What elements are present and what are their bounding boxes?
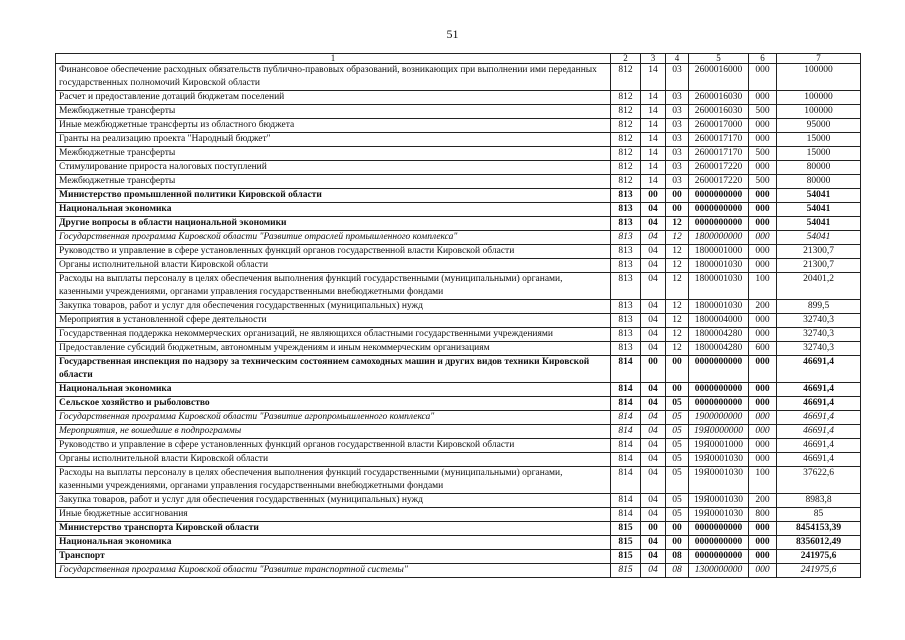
- cell-ministry-code: 815: [611, 522, 641, 536]
- table-row: [56, 133, 861, 147]
- table-row: [56, 105, 861, 119]
- cell-amount: 21300,7: [777, 259, 861, 273]
- cell-subsection: 03: [666, 91, 689, 105]
- cell-description: Расходы на выплаты персоналу в целях обеспечения выполнения функций государственными (муниципальными) органами, казенными учреждениями, органами управления государственными внебюджетными фондами: [56, 467, 611, 494]
- cell-description: Руководство и управление в сфере установленных функций органов государственной власти Кировской области: [56, 245, 611, 259]
- cell-amount: 46691,4: [777, 411, 861, 425]
- cell-subsection: 03: [666, 64, 689, 91]
- cell-expense-type: 000: [749, 231, 777, 245]
- cell-target-article: 2600017220: [689, 161, 749, 175]
- cell-amount: 46691,4: [777, 356, 861, 383]
- cell-amount: 85: [777, 508, 861, 522]
- cell-section: 04: [641, 467, 666, 494]
- cell-ministry-code: 815: [611, 564, 641, 578]
- cell-amount: 8356012,49: [777, 536, 861, 550]
- cell-description: Межбюджетные трансферты: [56, 175, 611, 189]
- cell-subsection: 03: [666, 105, 689, 119]
- cell-ministry-code: 813: [611, 189, 641, 203]
- cell-expense-type: 000: [749, 328, 777, 342]
- cell-subsection: 08: [666, 564, 689, 578]
- cell-amount: 32740,3: [777, 342, 861, 356]
- cell-target-article: 19Я0001030: [689, 467, 749, 494]
- cell-expense-type: 000: [749, 203, 777, 217]
- table-row: [56, 161, 861, 175]
- cell-description: Стимулирование прироста налоговых поступлений: [56, 161, 611, 175]
- cell-section: 14: [641, 175, 666, 189]
- cell-target-article: 19Я0000000: [689, 425, 749, 439]
- cell-description: Предоставление субсидий бюджетным, автономным учреждениям и иным некоммерческим организациям: [56, 342, 611, 356]
- cell-amount: 100000: [777, 91, 861, 105]
- cell-subsection: 05: [666, 411, 689, 425]
- cell-expense-type: 000: [749, 133, 777, 147]
- table-row: [56, 91, 861, 105]
- cell-target-article: 1800001030: [689, 300, 749, 314]
- cell-amount: 241975,6: [777, 550, 861, 564]
- cell-amount: 15000: [777, 133, 861, 147]
- cell-section: 04: [641, 328, 666, 342]
- cell-description: Государственная программа Кировской области "Развитие отраслей промышленного комплекса": [56, 231, 611, 245]
- cell-description: Иные бюджетные ассигнования: [56, 508, 611, 522]
- cell-subsection: 00: [666, 203, 689, 217]
- cell-ministry-code: 813: [611, 300, 641, 314]
- cell-section: 04: [641, 203, 666, 217]
- cell-description: Органы исполнительной власти Кировской области: [56, 259, 611, 273]
- cell-amount: 46691,4: [777, 425, 861, 439]
- cell-target-article: 2600017170: [689, 133, 749, 147]
- cell-target-article: 2600017000: [689, 119, 749, 133]
- cell-section: 04: [641, 453, 666, 467]
- cell-description: Гранты на реализацию проекта "Народный бюджет": [56, 133, 611, 147]
- cell-subsection: 12: [666, 273, 689, 300]
- cell-ministry-code: 813: [611, 259, 641, 273]
- cell-amount: 241975,6: [777, 564, 861, 578]
- header-col-3: 3: [641, 54, 666, 64]
- cell-description: Органы исполнительной власти Кировской области: [56, 453, 611, 467]
- cell-subsection: 00: [666, 356, 689, 383]
- table-row: [56, 467, 861, 494]
- cell-description: Транспорт: [56, 550, 611, 564]
- table-row: [56, 328, 861, 342]
- cell-target-article: 19Я0001030: [689, 453, 749, 467]
- cell-expense-type: 000: [749, 314, 777, 328]
- cell-section: 00: [641, 522, 666, 536]
- cell-target-article: 2600016030: [689, 91, 749, 105]
- cell-expense-type: 000: [749, 397, 777, 411]
- cell-ministry-code: 812: [611, 119, 641, 133]
- cell-section: 14: [641, 133, 666, 147]
- cell-target-article: 1300000000: [689, 564, 749, 578]
- cell-target-article: 0000000000: [689, 189, 749, 203]
- cell-amount: 80000: [777, 175, 861, 189]
- cell-description: Финансовое обеспечение расходных обязательств публично-правовых образований, возникающих при выполнении ими переданных государственных полномочий Кировской области: [56, 64, 611, 91]
- cell-expense-type: 000: [749, 439, 777, 453]
- table-row: [56, 494, 861, 508]
- table-row: [56, 550, 861, 564]
- cell-target-article: 0000000000: [689, 397, 749, 411]
- cell-section: 14: [641, 91, 666, 105]
- table-row: [56, 411, 861, 425]
- table-row: [56, 314, 861, 328]
- cell-section: 04: [641, 300, 666, 314]
- cell-section: 14: [641, 119, 666, 133]
- cell-section: 04: [641, 273, 666, 300]
- table-row: [56, 425, 861, 439]
- cell-amount: 21300,7: [777, 245, 861, 259]
- cell-ministry-code: 813: [611, 203, 641, 217]
- cell-target-article: 1800004000: [689, 314, 749, 328]
- cell-section: 14: [641, 105, 666, 119]
- cell-subsection: 00: [666, 189, 689, 203]
- cell-ministry-code: 814: [611, 467, 641, 494]
- cell-expense-type: 000: [749, 411, 777, 425]
- cell-subsection: 12: [666, 259, 689, 273]
- cell-description: Расчет и предоставление дотаций бюджетам поселений: [56, 91, 611, 105]
- cell-section: 04: [641, 411, 666, 425]
- cell-section: 14: [641, 64, 666, 91]
- cell-description: Мероприятия в установленной сфере деятельности: [56, 314, 611, 328]
- cell-expense-type: 000: [749, 425, 777, 439]
- cell-ministry-code: 812: [611, 105, 641, 119]
- table-row: [56, 356, 861, 383]
- cell-expense-type: 000: [749, 259, 777, 273]
- cell-section: 14: [641, 147, 666, 161]
- cell-expense-type: 000: [749, 356, 777, 383]
- cell-amount: 8983,8: [777, 494, 861, 508]
- cell-target-article: 19Я0001030: [689, 494, 749, 508]
- cell-description: Министерство транспорта Кировской области: [56, 522, 611, 536]
- cell-section: 04: [641, 564, 666, 578]
- table-row: [56, 536, 861, 550]
- cell-description: Национальная экономика: [56, 536, 611, 550]
- table-row: [56, 273, 861, 300]
- cell-expense-type: 500: [749, 147, 777, 161]
- cell-description: Закупка товаров, работ и услуг для обеспечения государственных (муниципальных) нужд: [56, 494, 611, 508]
- table-row: [56, 300, 861, 314]
- cell-ministry-code: 814: [611, 425, 641, 439]
- cell-section: 04: [641, 550, 666, 564]
- table-row: [56, 147, 861, 161]
- cell-expense-type: 000: [749, 217, 777, 231]
- cell-target-article: 2600016030: [689, 105, 749, 119]
- table-row: [56, 175, 861, 189]
- cell-description: Министерство промышленной политики Кировской области: [56, 189, 611, 203]
- cell-subsection: 05: [666, 494, 689, 508]
- cell-expense-type: 200: [749, 494, 777, 508]
- table-row: [56, 564, 861, 578]
- cell-subsection: 00: [666, 536, 689, 550]
- cell-ministry-code: 812: [611, 133, 641, 147]
- cell-ministry-code: 812: [611, 175, 641, 189]
- cell-section: 04: [641, 217, 666, 231]
- cell-subsection: 12: [666, 300, 689, 314]
- cell-description: Государственная инспекция по надзору за техническим состоянием самоходных машин и других видов техники Кировской области: [56, 356, 611, 383]
- cell-expense-type: 200: [749, 300, 777, 314]
- cell-amount: 54041: [777, 231, 861, 245]
- cell-ministry-code: 812: [611, 64, 641, 91]
- cell-section: 00: [641, 356, 666, 383]
- cell-subsection: 00: [666, 383, 689, 397]
- cell-target-article: 19Я0001030: [689, 508, 749, 522]
- table-header: [56, 54, 861, 64]
- cell-section: 00: [641, 189, 666, 203]
- header-col-6: 6: [749, 54, 777, 64]
- cell-expense-type: 100: [749, 273, 777, 300]
- cell-ministry-code: 814: [611, 494, 641, 508]
- cell-description: Национальная экономика: [56, 203, 611, 217]
- cell-amount: 46691,4: [777, 397, 861, 411]
- cell-ministry-code: 814: [611, 453, 641, 467]
- cell-subsection: 05: [666, 508, 689, 522]
- table-row: [56, 342, 861, 356]
- cell-target-article: 0000000000: [689, 217, 749, 231]
- cell-ministry-code: 814: [611, 383, 641, 397]
- cell-amount: 20401,2: [777, 273, 861, 300]
- cell-target-article: 0000000000: [689, 383, 749, 397]
- cell-target-article: 1800001030: [689, 259, 749, 273]
- cell-amount: 46691,4: [777, 439, 861, 453]
- cell-subsection: 05: [666, 439, 689, 453]
- cell-target-article: 0000000000: [689, 203, 749, 217]
- cell-description: Государственная программа Кировской области "Развитие транспортной системы": [56, 564, 611, 578]
- cell-description: Мероприятия, не вошедшие в подпрограммы: [56, 425, 611, 439]
- cell-description: Государственная поддержка некоммерческих организаций, не являющихся областными государственными учреждениями: [56, 328, 611, 342]
- cell-description: Другие вопросы в области национальной экономики: [56, 217, 611, 231]
- table-row: [56, 217, 861, 231]
- cell-target-article: 2600017220: [689, 175, 749, 189]
- cell-description: Руководство и управление в сфере установленных функций органов государственной власти Кировской области: [56, 439, 611, 453]
- cell-expense-type: 000: [749, 383, 777, 397]
- table-row: [56, 508, 861, 522]
- cell-ministry-code: 813: [611, 273, 641, 300]
- cell-subsection: 05: [666, 425, 689, 439]
- cell-amount: 46691,4: [777, 383, 861, 397]
- cell-section: 04: [641, 508, 666, 522]
- table-row: [56, 231, 861, 245]
- cell-section: 04: [641, 383, 666, 397]
- table-row: [56, 397, 861, 411]
- cell-amount: 54041: [777, 203, 861, 217]
- cell-target-article: 0000000000: [689, 550, 749, 564]
- cell-ministry-code: 814: [611, 508, 641, 522]
- cell-expense-type: 000: [749, 64, 777, 91]
- cell-target-article: 1900000000: [689, 411, 749, 425]
- cell-subsection: 05: [666, 397, 689, 411]
- cell-expense-type: 000: [749, 189, 777, 203]
- cell-subsection: 05: [666, 467, 689, 494]
- cell-target-article: 0000000000: [689, 536, 749, 550]
- cell-amount: 8454153,39: [777, 522, 861, 536]
- cell-expense-type: 000: [749, 536, 777, 550]
- cell-amount: 80000: [777, 161, 861, 175]
- cell-expense-type: 600: [749, 342, 777, 356]
- cell-expense-type: 000: [749, 91, 777, 105]
- cell-target-article: 1800001000: [689, 245, 749, 259]
- cell-section: 04: [641, 439, 666, 453]
- cell-expense-type: 000: [749, 564, 777, 578]
- table-row: [56, 64, 861, 91]
- header-col-7: 7: [777, 54, 861, 64]
- cell-ministry-code: 815: [611, 550, 641, 564]
- cell-subsection: 12: [666, 328, 689, 342]
- cell-expense-type: 000: [749, 161, 777, 175]
- cell-section: 04: [641, 259, 666, 273]
- cell-amount: 46691,4: [777, 453, 861, 467]
- cell-section: 14: [641, 161, 666, 175]
- cell-section: 04: [641, 231, 666, 245]
- cell-amount: 54041: [777, 189, 861, 203]
- table-row: [56, 203, 861, 217]
- table-row: [56, 383, 861, 397]
- page-number: 51: [446, 27, 459, 41]
- cell-subsection: 12: [666, 231, 689, 245]
- table-row: [56, 259, 861, 273]
- cell-ministry-code: 812: [611, 91, 641, 105]
- cell-amount: 15000: [777, 147, 861, 161]
- cell-section: 04: [641, 245, 666, 259]
- cell-expense-type: 000: [749, 550, 777, 564]
- table-row: [56, 245, 861, 259]
- cell-target-article: 1800004280: [689, 342, 749, 356]
- table-row: [56, 522, 861, 536]
- cell-amount: 32740,3: [777, 314, 861, 328]
- budget-table: [55, 53, 861, 578]
- cell-description: Межбюджетные трансферты: [56, 147, 611, 161]
- cell-ministry-code: 812: [611, 161, 641, 175]
- cell-expense-type: 000: [749, 522, 777, 536]
- table-body: [56, 64, 861, 578]
- cell-subsection: 12: [666, 245, 689, 259]
- cell-amount: 100000: [777, 105, 861, 119]
- cell-expense-type: 500: [749, 105, 777, 119]
- cell-amount: 54041: [777, 217, 861, 231]
- cell-amount: 100000: [777, 64, 861, 91]
- cell-target-article: 0000000000: [689, 356, 749, 383]
- cell-subsection: 03: [666, 175, 689, 189]
- cell-ministry-code: 813: [611, 217, 641, 231]
- header-row: [56, 54, 861, 64]
- cell-amount: 32740,3: [777, 328, 861, 342]
- cell-ministry-code: 813: [611, 245, 641, 259]
- cell-ministry-code: 813: [611, 314, 641, 328]
- cell-ministry-code: 812: [611, 147, 641, 161]
- cell-ministry-code: 814: [611, 397, 641, 411]
- cell-amount: 95000: [777, 119, 861, 133]
- cell-subsection: 03: [666, 161, 689, 175]
- cell-target-article: 1800004280: [689, 328, 749, 342]
- cell-target-article: 2600017170: [689, 147, 749, 161]
- header-col-2: 2: [611, 54, 641, 64]
- cell-subsection: 03: [666, 133, 689, 147]
- cell-target-article: 19Я0001000: [689, 439, 749, 453]
- cell-section: 04: [641, 397, 666, 411]
- header-col-4: 4: [666, 54, 689, 64]
- cell-ministry-code: 814: [611, 439, 641, 453]
- header-col-5: 5: [689, 54, 749, 64]
- cell-expense-type: 500: [749, 175, 777, 189]
- cell-subsection: 05: [666, 453, 689, 467]
- cell-target-article: 1800001030: [689, 273, 749, 300]
- cell-target-article: 2600016000: [689, 64, 749, 91]
- cell-ministry-code: 813: [611, 231, 641, 245]
- cell-expense-type: 100: [749, 467, 777, 494]
- cell-description: Расходы на выплаты персоналу в целях обеспечения выполнения функций государственными (муниципальными) органами, казенными учреждениями, органами управления государственными внебюджетными фондами: [56, 273, 611, 300]
- cell-ministry-code: 814: [611, 411, 641, 425]
- table-row: [56, 439, 861, 453]
- cell-section: 04: [641, 314, 666, 328]
- cell-amount: 899,5: [777, 300, 861, 314]
- cell-subsection: 03: [666, 147, 689, 161]
- cell-description: Иные межбюджетные трансферты из областного бюджета: [56, 119, 611, 133]
- cell-subsection: 12: [666, 342, 689, 356]
- cell-description: Государственная программа Кировской области "Развитие агропромышленного комплекса": [56, 411, 611, 425]
- cell-subsection: 03: [666, 119, 689, 133]
- cell-description: Закупка товаров, работ и услуг для обеспечения государственных (муниципальных) нужд: [56, 300, 611, 314]
- cell-subsection: 08: [666, 550, 689, 564]
- cell-subsection: 00: [666, 522, 689, 536]
- table-row: [56, 119, 861, 133]
- cell-ministry-code: 815: [611, 536, 641, 550]
- cell-subsection: 12: [666, 217, 689, 231]
- cell-target-article: 1800000000: [689, 231, 749, 245]
- cell-description: Национальная экономика: [56, 383, 611, 397]
- cell-target-article: 0000000000: [689, 522, 749, 536]
- cell-expense-type: 000: [749, 245, 777, 259]
- cell-ministry-code: 813: [611, 328, 641, 342]
- cell-expense-type: 800: [749, 508, 777, 522]
- cell-amount: 37622,6: [777, 467, 861, 494]
- cell-description: Сельское хозяйство и рыболовство: [56, 397, 611, 411]
- cell-section: 04: [641, 536, 666, 550]
- header-col-1: 1: [56, 54, 611, 64]
- cell-ministry-code: 813: [611, 342, 641, 356]
- cell-expense-type: 000: [749, 453, 777, 467]
- cell-section: 04: [641, 494, 666, 508]
- cell-description: Межбюджетные трансферты: [56, 105, 611, 119]
- cell-subsection: 12: [666, 314, 689, 328]
- cell-section: 04: [641, 342, 666, 356]
- cell-ministry-code: 814: [611, 356, 641, 383]
- cell-expense-type: 000: [749, 119, 777, 133]
- table-row: [56, 453, 861, 467]
- table-row: [56, 189, 861, 203]
- cell-section: 04: [641, 425, 666, 439]
